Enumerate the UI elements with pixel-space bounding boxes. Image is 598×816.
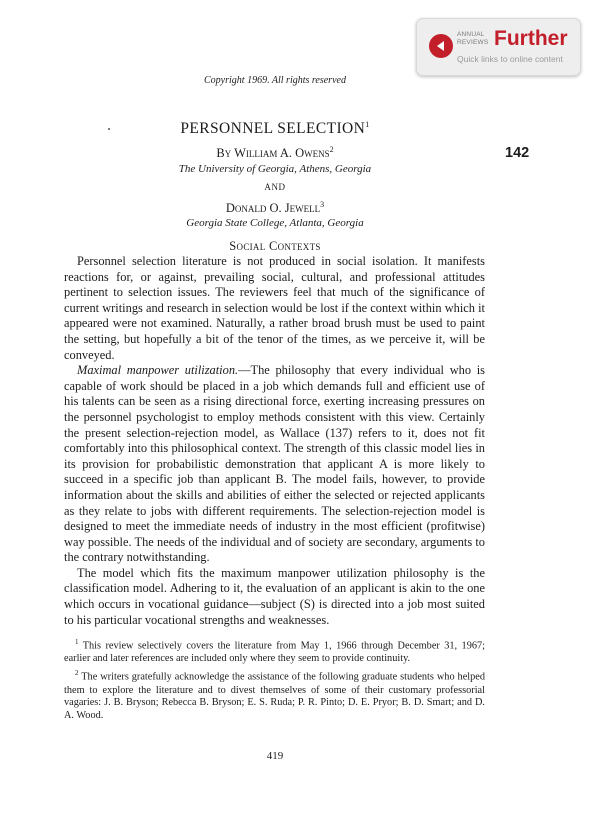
author-affiliation-2: Georgia State College, Atlanta, Georgia (186, 217, 364, 229)
footnote-1 (64, 636, 485, 666)
play-back-icon (429, 34, 453, 58)
article-title (0, 120, 550, 138)
author-by: By (216, 146, 235, 161)
paragraph-2-runin-heading: Maximal manpower utilization. (77, 363, 239, 378)
author1-footnote-marker[interactable]: 2 (329, 145, 334, 154)
body-text (64, 254, 485, 628)
article-title-text: PERSONNEL SELECTION (180, 120, 366, 138)
paragraph-3: The model which fits the maximum manpower utilization philosophy is the classification model. Adhering to it, the evaluation of an applicant is akin to the one which occurs in vocational guidance—subject (S) is directed into a job most suited to his particular vocational strengths and weaknesses. (64, 565, 485, 627)
footnote-1-marker: 1 (75, 638, 79, 646)
author-line-2 (0, 200, 550, 216)
footnote-2-marker: 2 (75, 669, 79, 678)
paragraph-1: Personnel selection literature is not produced in social isolation. It manifests reactions for, or against, prevailing social, cultural, and professional attitudes pertinent to selection issues. The reviewers feel that much of the significance of current writings and research in selection would be lost if the context within which it appeared were not examined. Naturally, a rather broad brush must be used to paint the setting, but hopefully a bit of the tenor of the times, as we perceive it, will be conveyed. (64, 254, 485, 362)
quick-links-subtitle[interactable]: Quick links to online content (457, 54, 563, 64)
author-line-1 (0, 145, 550, 161)
and-separator: AND (264, 182, 286, 192)
footnote-2-text: The writers gratefully acknowledge the assistance of the following graduate students who helped them to explore the literature and to divest themselves of some of their customary professorial vagaries: J. B. Bryson; Rebecca B. Bryson; E. S. Ruda; P. R. Pinto; D. E. Pryor; B. D. Smart; and D. A. Wood. (64, 671, 485, 722)
author-name-2: Donald O. Jewell (225, 201, 321, 216)
footnotes (64, 636, 485, 724)
page-folio: 419 (266, 750, 284, 762)
further-label: Further (494, 27, 568, 50)
section-heading: Social Contexts (229, 239, 321, 253)
title-footnote-marker[interactable]: 1 (365, 120, 370, 129)
paragraph-2 (64, 363, 485, 566)
footnote-2 (64, 667, 485, 723)
author-affiliation-1: The University of Georgia, Athens, Georgia (178, 163, 372, 175)
footnote-1-text: This review selectively covers the literature from May 1, 1966 through December 31, 1967; earlier and later references are included only where they seem to provide continuity. (64, 640, 485, 665)
page-number: 142 (505, 145, 530, 161)
annual-reviews-wordmark: ANNUAL REVIEWS (457, 31, 489, 46)
paragraph-2-text: —The philosophy that every individual who is capable of work should be placed in a job which demands full and efficient use of his talents can be seen as a rising directional force, exerting increasing pressures on the personnel psychologist to employ methods consistent with this view. Certainly the present selection-rejection model, as Wallace (137) refers to it, does not fit comfortably into this philosophical context. The strength of this classic model lies in its provision for probabilistic demonstration that applicant A is more likely to succeed in a specific job than applicant B. The model fails, however, to provide information about the skills and abilities of either the selected or rejected applicants as they relate to jobs with different requirements. The selection-rejection model is designed to meet the immediate needs of industry in the most efficient (profitwise) way possible. The needs of the individual and of society are secondary, arguments to the contrary notwithstanding. (64, 363, 485, 565)
author-name-1: William A. Owens (234, 146, 330, 161)
author2-footnote-marker[interactable]: 3 (320, 200, 325, 209)
copyright-line: Copyright 1969. All rights reserved (204, 75, 346, 86)
annual-reviews-further-badge[interactable] (416, 18, 581, 76)
